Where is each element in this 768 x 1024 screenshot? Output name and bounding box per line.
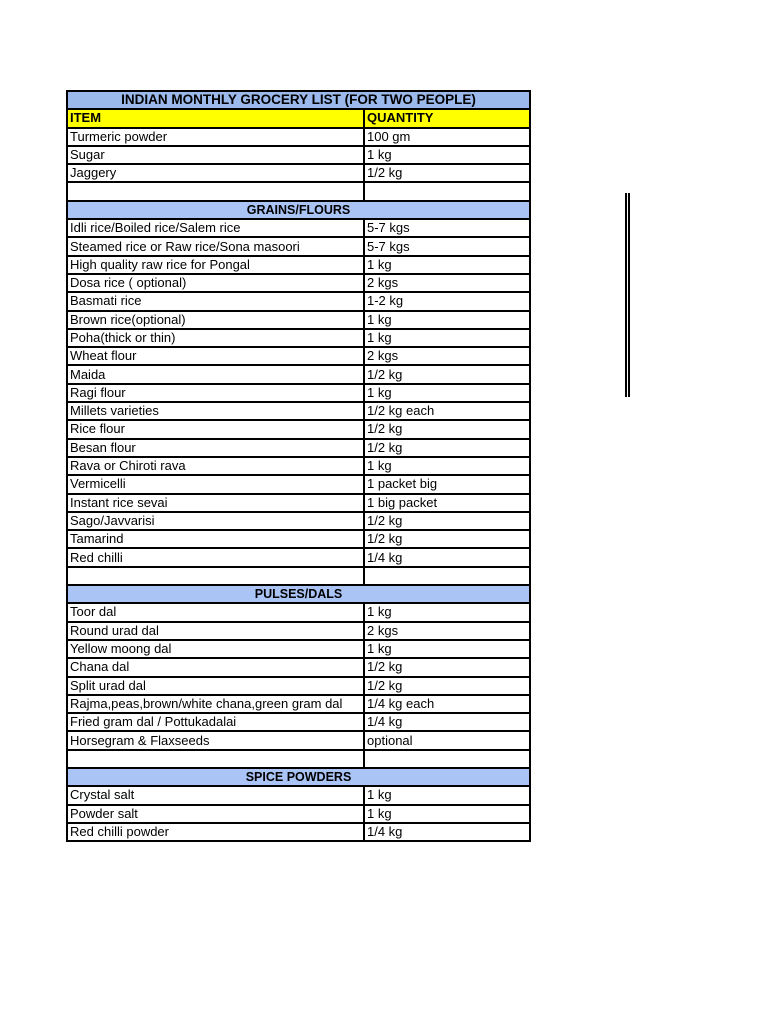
quantity-cell: 1 kg <box>364 603 530 621</box>
item-name-cell: Rajma,peas,brown/white chana,green gram dal <box>67 695 364 713</box>
section-header-row <box>67 585 530 603</box>
table-row <box>67 347 530 365</box>
table-row <box>67 420 530 438</box>
table-row <box>67 530 530 548</box>
header-row <box>67 109 530 127</box>
blank-cell <box>364 750 530 768</box>
quantity-cell: 1/2 kg <box>364 512 530 530</box>
item-column-header: ITEM <box>67 109 364 127</box>
table-row <box>67 603 530 621</box>
table-row <box>67 731 530 749</box>
quantity-cell: 1 kg <box>364 311 530 329</box>
item-name-cell: Vermicelli <box>67 475 364 493</box>
title-row <box>67 91 530 109</box>
quantity-cell: 1 kg <box>364 786 530 804</box>
item-name-cell: Red chilli powder <box>67 823 364 841</box>
quantity-cell: 5-7 kgs <box>364 219 530 237</box>
quantity-cell: 1 big packet <box>364 494 530 512</box>
table-row <box>67 695 530 713</box>
quantity-cell: 1 kg <box>364 329 530 347</box>
item-name-cell: Steamed rice or Raw rice/Sona masoori <box>67 237 364 255</box>
table-row <box>67 329 530 347</box>
quantity-cell: 1-2 kg <box>364 292 530 310</box>
quantity-cell: 5-7 kgs <box>364 237 530 255</box>
vertical-divider-line <box>625 193 627 397</box>
quantity-cell: 1/4 kg <box>364 823 530 841</box>
quantity-cell: 1/4 kg each <box>364 695 530 713</box>
item-name-cell: Maida <box>67 365 364 383</box>
quantity-cell: 1/2 kg <box>364 365 530 383</box>
quantity-cell: 1/2 kg <box>364 677 530 695</box>
item-name-cell: Rice flour <box>67 420 364 438</box>
blank-cell <box>67 182 364 200</box>
item-name-cell: Toor dal <box>67 603 364 621</box>
quantity-cell: 1/4 kg <box>364 548 530 566</box>
item-name-cell: Jaggery <box>67 164 364 182</box>
quantity-cell: 1 kg <box>364 146 530 164</box>
item-name-cell: Wheat flour <box>67 347 364 365</box>
quantity-cell: 1/2 kg <box>364 530 530 548</box>
quantity-cell: 1/2 kg <box>364 164 530 182</box>
quantity-cell: 1 kg <box>364 640 530 658</box>
section-header-row <box>67 768 530 786</box>
table-row <box>67 128 530 146</box>
item-name-cell: Red chilli <box>67 548 364 566</box>
item-name-cell: Powder salt <box>67 805 364 823</box>
item-name-cell: Turmeric powder <box>67 128 364 146</box>
quantity-cell: optional <box>364 731 530 749</box>
section-title: SPICE POWDERS <box>67 768 530 786</box>
quantity-cell: 1 kg <box>364 805 530 823</box>
item-name-cell: Millets varieties <box>67 402 364 420</box>
table-row <box>67 805 530 823</box>
item-name-cell: Idli rice/Boiled rice/Salem rice <box>67 219 364 237</box>
table-row <box>67 311 530 329</box>
item-name-cell: Poha(thick or thin) <box>67 329 364 347</box>
blank-row <box>67 567 530 585</box>
item-name-cell: Tamarind <box>67 530 364 548</box>
table-row <box>67 677 530 695</box>
table-row <box>67 164 530 182</box>
quantity-cell: 100 gm <box>364 128 530 146</box>
item-name-cell: Sugar <box>67 146 364 164</box>
item-name-cell: Crystal salt <box>67 786 364 804</box>
item-name-cell: Yellow moong dal <box>67 640 364 658</box>
grocery-list-body <box>67 91 530 841</box>
item-name-cell: Rava or Chiroti rava <box>67 457 364 475</box>
section-title: PULSES/DALS <box>67 585 530 603</box>
quantity-column-header: QUANTITY <box>364 109 530 127</box>
blank-cell <box>67 750 364 768</box>
table-row <box>67 439 530 457</box>
table-row <box>67 823 530 841</box>
item-name-cell: Basmati rice <box>67 292 364 310</box>
table-row <box>67 256 530 274</box>
quantity-cell: 1/2 kg <box>364 420 530 438</box>
item-name-cell: High quality raw rice for Pongal <box>67 256 364 274</box>
item-name-cell: Round urad dal <box>67 622 364 640</box>
item-name-cell: Sago/Javvarisi <box>67 512 364 530</box>
section-title: GRAINS/FLOURS <box>67 201 530 219</box>
table-row <box>67 713 530 731</box>
quantity-cell: 2 kgs <box>364 622 530 640</box>
blank-row <box>67 750 530 768</box>
table-row <box>67 475 530 493</box>
quantity-cell: 1 packet big <box>364 475 530 493</box>
table-row <box>67 622 530 640</box>
table-row <box>67 512 530 530</box>
item-name-cell: Horsegram & Flaxseeds <box>67 731 364 749</box>
quantity-cell: 1 kg <box>364 384 530 402</box>
vertical-divider-line <box>628 193 630 397</box>
quantity-cell: 1/2 kg <box>364 658 530 676</box>
table-row <box>67 457 530 475</box>
table-row <box>67 237 530 255</box>
blank-cell <box>364 182 530 200</box>
table-row <box>67 658 530 676</box>
item-name-cell: Chana dal <box>67 658 364 676</box>
table-row <box>67 402 530 420</box>
table-row <box>67 274 530 292</box>
table-row <box>67 292 530 310</box>
item-name-cell: Instant rice sevai <box>67 494 364 512</box>
item-name-cell: Fried gram dal / Pottukadalai <box>67 713 364 731</box>
item-name-cell: Dosa rice ( optional) <box>67 274 364 292</box>
quantity-cell: 2 kgs <box>364 274 530 292</box>
list-title: INDIAN MONTHLY GROCERY LIST (FOR TWO PEOPLE) <box>67 91 530 109</box>
quantity-cell: 1 kg <box>364 256 530 274</box>
table-row <box>67 146 530 164</box>
quantity-cell: 1 kg <box>364 457 530 475</box>
item-name-cell: Split urad dal <box>67 677 364 695</box>
table-row <box>67 365 530 383</box>
quantity-cell: 1/2 kg <box>364 439 530 457</box>
blank-row <box>67 182 530 200</box>
table-row <box>67 548 530 566</box>
table-row <box>67 494 530 512</box>
section-header-row <box>67 201 530 219</box>
grocery-list-table <box>66 90 531 842</box>
quantity-cell: 2 kgs <box>364 347 530 365</box>
quantity-cell: 1/2 kg each <box>364 402 530 420</box>
item-name-cell: Ragi flour <box>67 384 364 402</box>
blank-cell <box>364 567 530 585</box>
item-name-cell: Brown rice(optional) <box>67 311 364 329</box>
table-row <box>67 640 530 658</box>
quantity-cell: 1/4 kg <box>364 713 530 731</box>
item-name-cell: Besan flour <box>67 439 364 457</box>
blank-cell <box>67 567 364 585</box>
table-row <box>67 219 530 237</box>
table-row <box>67 786 530 804</box>
table-row <box>67 384 530 402</box>
